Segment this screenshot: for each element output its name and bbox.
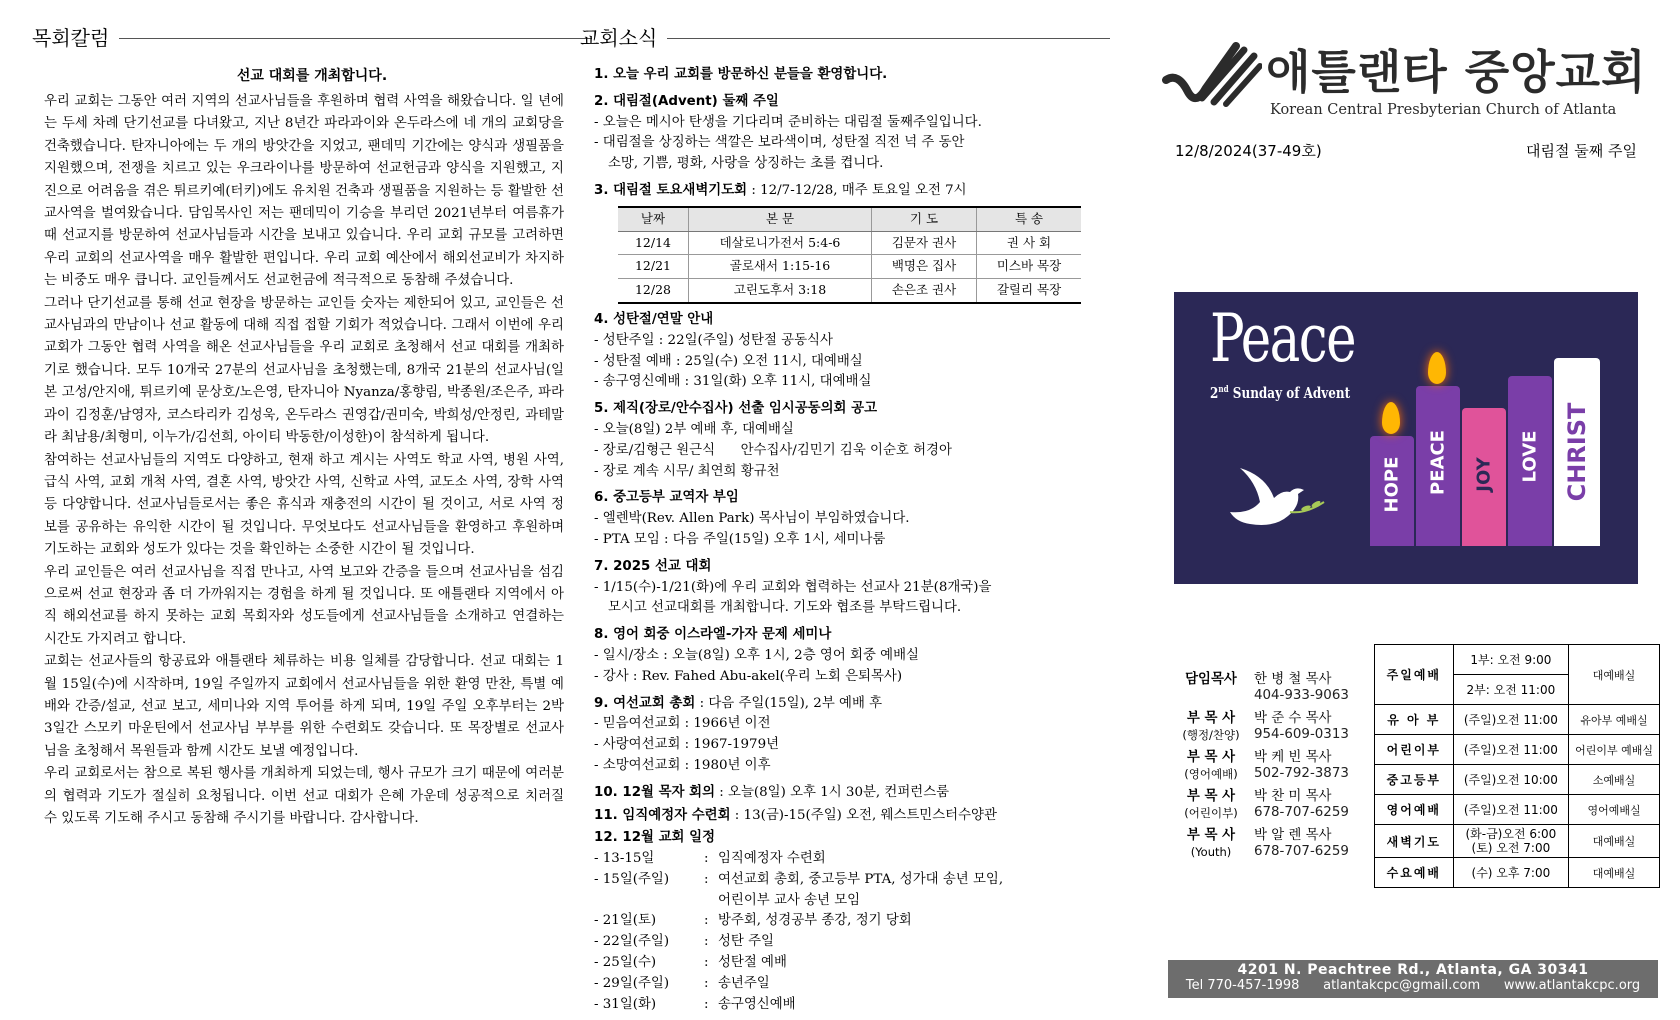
table-row: 2부: 오전 11:00: [1375, 675, 1660, 705]
table-header-row: 날짜 본 문 기 도 특 송: [618, 207, 1081, 231]
advent-banner: [1174, 292, 1638, 584]
candle-flame-icon: [1428, 352, 1446, 384]
prayer-schedule-table: [618, 206, 1081, 304]
list-item: - 21일(토) : 방주회, 성경공부 종강, 정기 당회: [594, 913, 912, 929]
candle-flame-icon: [1382, 402, 1400, 434]
issue-dateline: [1175, 140, 1637, 161]
candle-joy: JOY: [1462, 408, 1506, 546]
candle-peace: PEACE: [1416, 386, 1460, 546]
column-paragraph: 우리 교회로서는 참으로 복된 행사를 개최하게 되었는데, 행사 규모가 크기 때문에 여러분의 협력과 기도가 절실히 요청됩니다. 이번 선교 대회가 은혜 가운데 성공적으로 치러질 수 있도록 기도해 주시고 동참해 주시기를 바랍니다. 감사합니다.: [44, 766, 564, 826]
dove-icon: [1220, 462, 1330, 552]
news-item-11: 11. 임직예정자 수련회 : 13(금)-15(주일) 오전, 웨스트민스터수양관: [594, 807, 997, 823]
column-paragraph: 우리 교인들은 여러 선교사님을 직접 만나고, 사역 보고와 간증을 들으며 선교사님을 섬김으로써 선교 현장과 좀 더 가까워지는 경험을 하게 될 것입니다. 또 애틀랜타 지역에서 아직 해외선교를 하지 못하는 교회 목회자와 성도들에게 선교사님들을 소개하고 연결하는 시간도 가지려고 합니다.: [44, 564, 564, 647]
table-row: 새벽기도 (화-금)오전 6:00 (토) 오전 7:00 대예배실: [1375, 825, 1660, 858]
list-item: - 29일(주일) : 송년주일: [594, 975, 770, 991]
table-row: 영어예배 (주일)오전 11:00 영어예배실: [1375, 795, 1660, 825]
banner-subtitle: 2nd Sunday of Advent: [1210, 384, 1351, 402]
table-row: 유 아 부 (주일)오전 11:00 유아부 예배실: [1375, 705, 1660, 735]
table-row: 어린이부 (주일)오전 11:00 어린이부 예배실: [1375, 735, 1660, 765]
candle-christ: CHRIST: [1554, 358, 1600, 546]
candle-love: LOVE: [1508, 376, 1552, 546]
column-paragraph: 참여하는 선교사님들의 지역도 다양하고, 현재 하고 계시는 사역도 학교 사역, 병원 사역, 급식 사역, 교회 개척 사역, 결혼 사역, 방앗간 사역, 신학교 사역, 교도소 사역, 장학 사역 등 다양합니다. 선교사님들로서는 좋은 휴식과 재충전의 시간이 될 것이고, 서로 사역 정보를 공유하는 유익한 시간이 될 것입니다. 무엇보다도 선교사님들을 환영하고 후원하며 기도하는 교회와 성도가 있다는 것을 확인하는 소중한 시간이 될 것입니다.: [44, 452, 564, 558]
banner-peace-title: Peace: [1210, 300, 1355, 377]
news-item-10: 10. 12월 목자 회의 : 오늘(8일) 오후 1시 30분, 컨퍼런스룸: [594, 784, 950, 800]
church-name-english: Korean Central Presbyterian Church of Atlanta: [1270, 102, 1617, 118]
staff-item: 부 목 사 (Youth) 박 알 렌 목사 678-707-6259: [1186, 828, 1349, 859]
table-row: 수요예배 (수) 오후 7:00 대예배실: [1375, 858, 1660, 888]
issue-date: 12/8/2024(37-49호): [1175, 142, 1322, 160]
church-name-korean: 애틀랜타 중앙교회: [1266, 45, 1647, 99]
table-row: 12/28 고린도후서 3:18 손은조 권사 갈릴리 목장: [618, 279, 1081, 303]
list-item: - 31일(화) : 송구영신예배: [594, 996, 796, 1012]
news-item-4: 4. 성탄절/연말 안내: [594, 311, 714, 327]
table-row: 12/14 데살로니가전서 5:4-6 김문자 권사 권 사 회: [618, 231, 1081, 255]
news-item-9: 9. 여선교회 총회 : 다음 주일(15일), 2부 예배 후: [594, 695, 883, 711]
news-item-7: 7. 2025 선교 대회: [594, 558, 712, 574]
news-item-6: 6. 중고등부 교역자 부임: [594, 490, 739, 506]
liturgical-sunday: 대림절 둘째 주일: [1526, 142, 1637, 160]
staff-item: 담임목사 한 병 철 목사 404-933-9063: [1185, 672, 1349, 703]
column-title: 선교 대회를 개최합니다.: [236, 68, 388, 84]
list-item: - 15일(주일) : 여선교회 총회, 중고등부 PTA, 성가대 송년 모임,: [594, 871, 1004, 887]
table-row: 중고등부 (주일)오전 10:00 소예배실: [1375, 765, 1660, 795]
staff-item: 부 목 사 (영어예배) 박 케 빈 목사 502-792-3873: [1184, 750, 1349, 781]
church-phone: Tel 770-457-1998: [1185, 978, 1300, 993]
list-item: - 25일(수) : 성탄절 예배: [594, 955, 787, 971]
staff-directory: [1176, 672, 1376, 867]
column-paragraph: 그러나 단기선교를 통해 선교 현장을 방문하는 교인들 숫자는 제한되어 있고, 교인들은 선교사님과의 만남이나 선교 활동에 대해 직접 접할 기회가 적었습니다. 그래서 이번에 우리 교회가 그동안 협력 사역을 해온 선교사님들을 우리 교회로 초청해서 선교 대회를 개최하기로 했습니다. 모두 10개국 27분의 선교사님을 초청했는데, 8개국 21분의 선교사님(일본 고성/안지애, 튀르키예 문상호/노은영, 탄자니아 Nyanza/홍향림, 박종원/조은주, 파라과이 김정훈/남영자, 코스타리카 김성욱, 온두라스 권영갑/권미숙, 박희성/안정린, 과테말라 최남용/최형미, 이누가/김선희, 아이티 박동한/이성한)이 참석하게 됩니다.: [44, 295, 564, 446]
candle-hope: HOPE: [1370, 436, 1414, 546]
december-schedule: [594, 849, 1110, 1015]
staff-item: 부 목 사 (어린이부) 박 찬 미 목사 678-707-6259: [1184, 789, 1349, 820]
news-list: 1. 오늘 우리 교회를 방문하신 분들을 환영합니다. 2. 대림절(Advent) 둘째 주일 - 오늘은 메시아 탄생을 기다리며 준비하는 대림절 둘째주일입니다. - 대림절을 상징하는 색깔은 보라색이며, 성탄절 직전 넉 주 동안 소망, 기쁨, 평화, 사랑을 상징하는 초를 켭니다. 3. 대림절 토요새벽기도회 : 12/7-12/28, 매주 토요일 오전 7시 날짜 본 문 기 도 특 송 12/14 데살로니가전서 5:4-6 김문자 권사 권 사 회 12/21 골로새서 1:15-16 백명은 집사 미스바 목장 12/28 고린도후서 3:18 손은조 권사 갈릴리 목장 4. 성탄절/연말 안내 - 성탄주일 : 22일(주일) 성탄절 공동식사 - 성탄절 예배 : 25일(수) 오전 11시, 대예배실 - 송구영신예배 : 31일(화) 오후 11시, 대예배실 5. 제직(장로/안수집사) 선출 임시공동의회 공고 - 오늘(8일) 2부 예배 후, 대예배실 - 장로/김형근 원근식 안수집사/김민기 김욱 이순호 허경아 - 장로 계속 시무/ 최연희 황규천 6. 중고등부 교역자 부임 - 엘렌박(Rev. Allen Park) 목사님이 부임하였습니다. - PTA 모임 : 다음 주일(15일) 오후 1시, 세미나룸 7. 2025 선교 대회 - 1/15(수)-1/21(화)에 우리 교회와 협력하는 선교사 21분(8개국)을 모시고 선교대회를 개최합니다. 기도와 협조를 부탁드립니다. 8. 영어 회중 이스라엘-가자 문제 세미나 - 일시/장소 : 오늘(8일) 오후 1시, 2층 영어 회중 예배실 - 강사 : Rev. Fahed Abu-akel(우리 노회 은퇴목사) 9. 여선교회 총회 : 다음 주일(15일), 2부 예배 후 - 믿음여선교회 : 1966년 이전 - 사랑여선교회 : 1967-1979년 - 소망여선교회 : 1980년 이후 10. 12월 목자 회의 : 오늘(8일) 오후 1시 30분, 컨퍼런스룸 11. 임직예정자 수련회 : 13(금)-15(주일) 오전, 웨스트민스터수양관 12. 12월 교회 일정 - 13-15일 : 임직예정자 수련회 - 15일(주일) : 여선교회 총회, 중고등부 PTA, 성가대 송년 모임, 어린이부 교사 송년 모임 - 21일(토) : 방주회, 성경공부 종강, 정기 당회 - 22일(주일) : 성탄 주일 - 25일(수) : 성탄절 예배 - 29일(주일) : 송년주일 - 31일(화) : 송구영신예배: [594, 65, 1110, 1015]
church-website-link[interactable]: www.atlantakcpc.org: [1503, 978, 1641, 993]
staff-item: 부 목 사 (행정/찬양) 박 준 수 목사 954-609-0313: [1182, 711, 1349, 742]
list-item: 어린이부 교사 송년 모임: [718, 892, 861, 908]
news-item-5: 5. 제직(장로/안수집사) 선출 임시공동의회 공고: [594, 401, 878, 417]
pastor-column: [32, 22, 592, 830]
contact-footer: [1168, 960, 1658, 998]
church-news: [580, 22, 1110, 1015]
church-emblem-icon: [1162, 42, 1262, 122]
church-logo: [1162, 36, 1662, 136]
church-info-panel: [1150, 22, 1660, 1012]
column-paragraph: 교회는 선교사들의 항공료와 애틀랜타 체류하는 비용 일체를 감당합니다. 선교 대회는 1월 15일(수)에 시작하며, 19일 주일까지 교회에서 선교사님들을 위한 환영 만찬, 특별 예배와 간증/설교, 선교 보고, 세미나와 지역 투어를 하게 되며, 19일 주일 오후부터는 2박 3일간 스모키 마운틴에서 선교사님 부부를 위한 수련회도 갖습니다. 또 목장별로 선교사님을 초청해서 목원들과 함께 시간도 보낼 예정입니다.: [44, 654, 564, 759]
pastor-column-heading: 목회칼럼: [32, 22, 592, 51]
church-address: 4201 N. Peachtree Rd., Atlanta, GA 30341: [1237, 962, 1589, 978]
list-item: - 22일(주일) : 성탄 주일: [594, 934, 774, 950]
news-item-1: 1. 오늘 우리 교회를 방문하신 분들을 환영합니다.: [594, 67, 888, 82]
table-row: 주일예배 1부: 오전 9:00 대예배실: [1375, 645, 1660, 675]
service-times-table: [1374, 644, 1660, 888]
list-item: - 13-15일 : 임직예정자 수련회: [594, 851, 826, 867]
news-item-2: 2. 대림절(Advent) 둘째 주일: [594, 93, 779, 109]
news-item-3: 3. 대림절 토요새벽기도회 : 12/7-12/28, 매주 토요일 오전 7시: [594, 182, 967, 198]
church-email-link[interactable]: atlantakcpc@gmail.com: [1323, 978, 1481, 993]
church-news-heading: 교회소식: [580, 22, 1110, 51]
column-paragraph: 우리 교회는 그동안 여러 지역의 선교사님들을 후원하며 협력 사역을 해왔습니다. 일 년에는 두세 차례 단기선교를 다녀왔고, 지난 8년간 파라과이와 온두라스에 네 개의 교회당을 건축했습니다. 탄자니아에는 두 개의 방앗간을 지었고, 팬데믹 기간에는 양식과 생필품을 지원했으며, 전쟁을 치르고 있는 우크라이나를 방문하여 선교헌금과 양식을 지원했고, 지진으로 어려움을 겪은 튀르키예(터키)에도 유치원 건축과 생필품을 지원하는 등 활발한 선교사역을 벌여왔습니다. 담임목사인 저는 팬데믹이 기승을 부리던 2021년부터 여름휴가 때 선교지를 방문하여 선교사님들과 시간을 보내고 있습니다. 우리 교회 규모를 고려하면 우리 교회의 선교사역을 매우 활발한 편입니다. 우리 교회 예산에서 해외선교비가 차지하는 비중도 매우 큽니다. 교인들께서도 선교헌금에 적극적으로 동참해 주셨습니다.: [44, 94, 564, 289]
news-item-12: 12. 12월 교회 일정: [594, 830, 716, 846]
news-item-8: 8. 영어 회중 이스라엘-가자 문제 세미나: [594, 627, 832, 643]
column-body: [44, 91, 564, 830]
table-row: 12/21 골로새서 1:15-16 백명은 집사 미스바 목장: [618, 255, 1081, 279]
